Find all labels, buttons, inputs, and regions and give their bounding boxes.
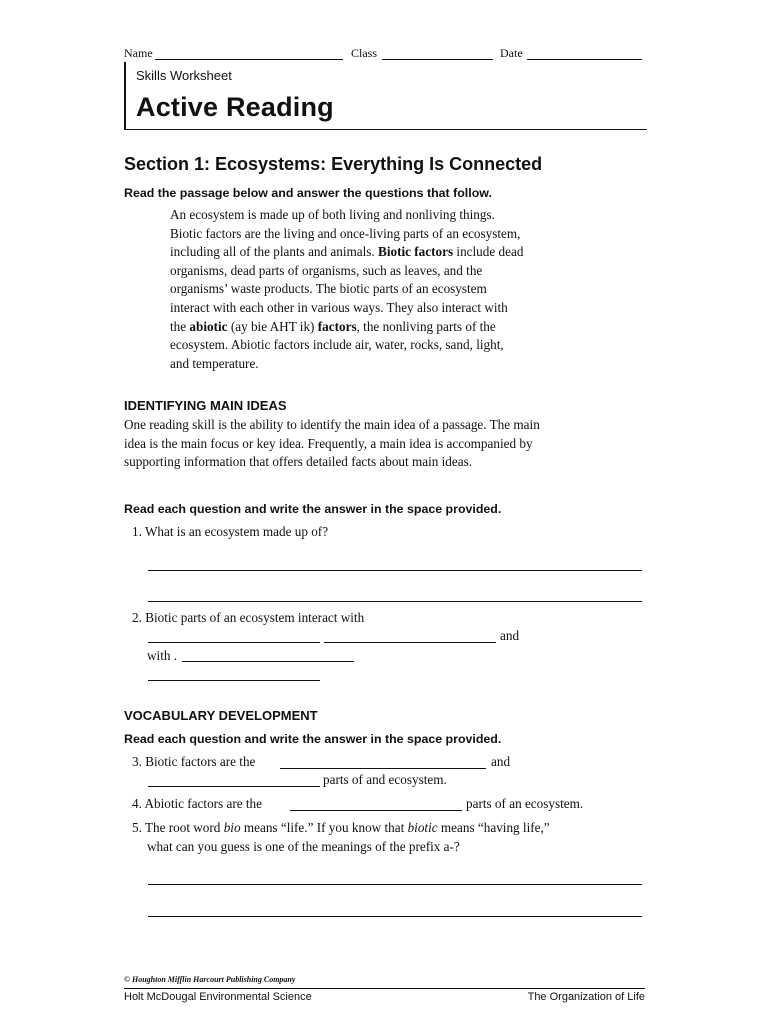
vocabulary-heading: VOCABULARY DEVELOPMENT xyxy=(124,708,318,723)
answer-line-q2[interactable] xyxy=(148,680,320,681)
main-ideas-heading: IDENTIFYING MAIN IDEAS xyxy=(124,398,287,413)
question-2-and: and xyxy=(500,628,520,643)
question-3: 3. Biotic factors are the xyxy=(132,754,256,769)
footer-divider xyxy=(124,988,645,989)
class-label: Class xyxy=(351,46,378,60)
answer-line-q3[interactable] xyxy=(148,786,320,787)
date-field[interactable] xyxy=(527,59,642,60)
question-4: 4. Abiotic factors are the xyxy=(132,796,262,811)
reading-passage xyxy=(170,206,590,373)
term-biotic: biotic xyxy=(407,820,438,835)
passage-line: including all of the plants and animals. Biotic factors include dead xyxy=(170,244,524,260)
main-ideas-line: supporting information that offers detailed facts about main ideas. xyxy=(124,454,473,470)
main-ideas-text xyxy=(124,416,644,472)
question-1: 1. What is an ecosystem made up of? xyxy=(132,524,329,539)
worksheet-subtitle: Skills Worksheet xyxy=(136,68,232,83)
passage-line: An ecosystem is made up of both living and nonliving things. xyxy=(170,207,495,222)
question-4-end: parts of an ecosystem. xyxy=(466,796,584,811)
passage-instruction: Read the passage below and answer the questions that follow. xyxy=(124,186,492,200)
passage-line: organisms, dead parts of organisms, such as leaves, and the xyxy=(170,262,483,278)
answer-line-q4[interactable] xyxy=(290,810,462,811)
answer-line-q5[interactable] xyxy=(148,884,642,885)
answer-line-q1[interactable] xyxy=(148,570,642,571)
name-label: Name xyxy=(124,46,153,60)
name-field[interactable] xyxy=(155,59,343,60)
question-5-cont: what can you guess is one of the meanings of the prefix a-? xyxy=(147,839,460,854)
passage-line: interact with each other in various ways. They also interact with xyxy=(170,299,508,315)
title-box xyxy=(124,62,647,130)
section-title: Section 1: Ecosystems: Everything Is Connected xyxy=(124,154,543,174)
question-5: 5. The root word bio means “life.” If you know that biotic means “having life,” xyxy=(132,820,550,835)
date-label: Date xyxy=(500,46,523,60)
footer-book-title: Holt McDougal Environmental Science xyxy=(124,991,312,1003)
answer-line-q3[interactable] xyxy=(280,768,486,769)
footer-chapter-title: The Organization of Life xyxy=(527,991,645,1003)
questions-instruction: Read each question and write the answer in the space provided. xyxy=(124,502,502,516)
passage-line: ecosystem. Abiotic factors include air, water, rocks, sand, light, xyxy=(170,337,504,353)
question-3-and: and xyxy=(491,754,511,769)
answer-line-q5[interactable] xyxy=(148,916,642,917)
passage-line: and temperature. xyxy=(170,355,259,371)
page-title: Active Reading xyxy=(136,92,334,122)
term-abiotic: abiotic xyxy=(189,318,228,334)
answer-line-q2[interactable] xyxy=(324,642,496,643)
term-bio: bio xyxy=(223,820,241,835)
answer-line-q2[interactable] xyxy=(148,642,320,643)
class-field[interactable] xyxy=(382,59,493,60)
term-factors: factors xyxy=(317,318,357,334)
passage-line: organisms’ waste products. The biotic parts of an ecosystem xyxy=(170,281,487,297)
passage-line: the abiotic (ay bie AHT ik) factors, the nonliving parts of the xyxy=(170,318,496,334)
question-2: 2. Biotic parts of an ecosystem interact with xyxy=(132,610,365,625)
answer-line-q1[interactable] xyxy=(148,601,642,602)
vocabulary-instruction: Read each question and write the answer in the space provided. xyxy=(124,732,502,746)
passage-line: Biotic factors are the living and once-living parts of an ecosystem, xyxy=(170,225,521,241)
question-2-with: with . xyxy=(147,648,178,663)
term-biotic-factors: Biotic factors xyxy=(378,244,454,260)
question-3-end: parts of and ecosystem. xyxy=(323,772,447,787)
main-ideas-line: idea is the main focus or key idea. Frequently, a main idea is accompanied by xyxy=(124,435,533,451)
copyright-notice: © Houghton Mifflin Harcourt Publishing Company xyxy=(124,975,296,984)
answer-line-q2[interactable] xyxy=(182,661,354,662)
main-ideas-line: One reading skill is the ability to identify the main idea of a passage. The main xyxy=(124,417,540,432)
